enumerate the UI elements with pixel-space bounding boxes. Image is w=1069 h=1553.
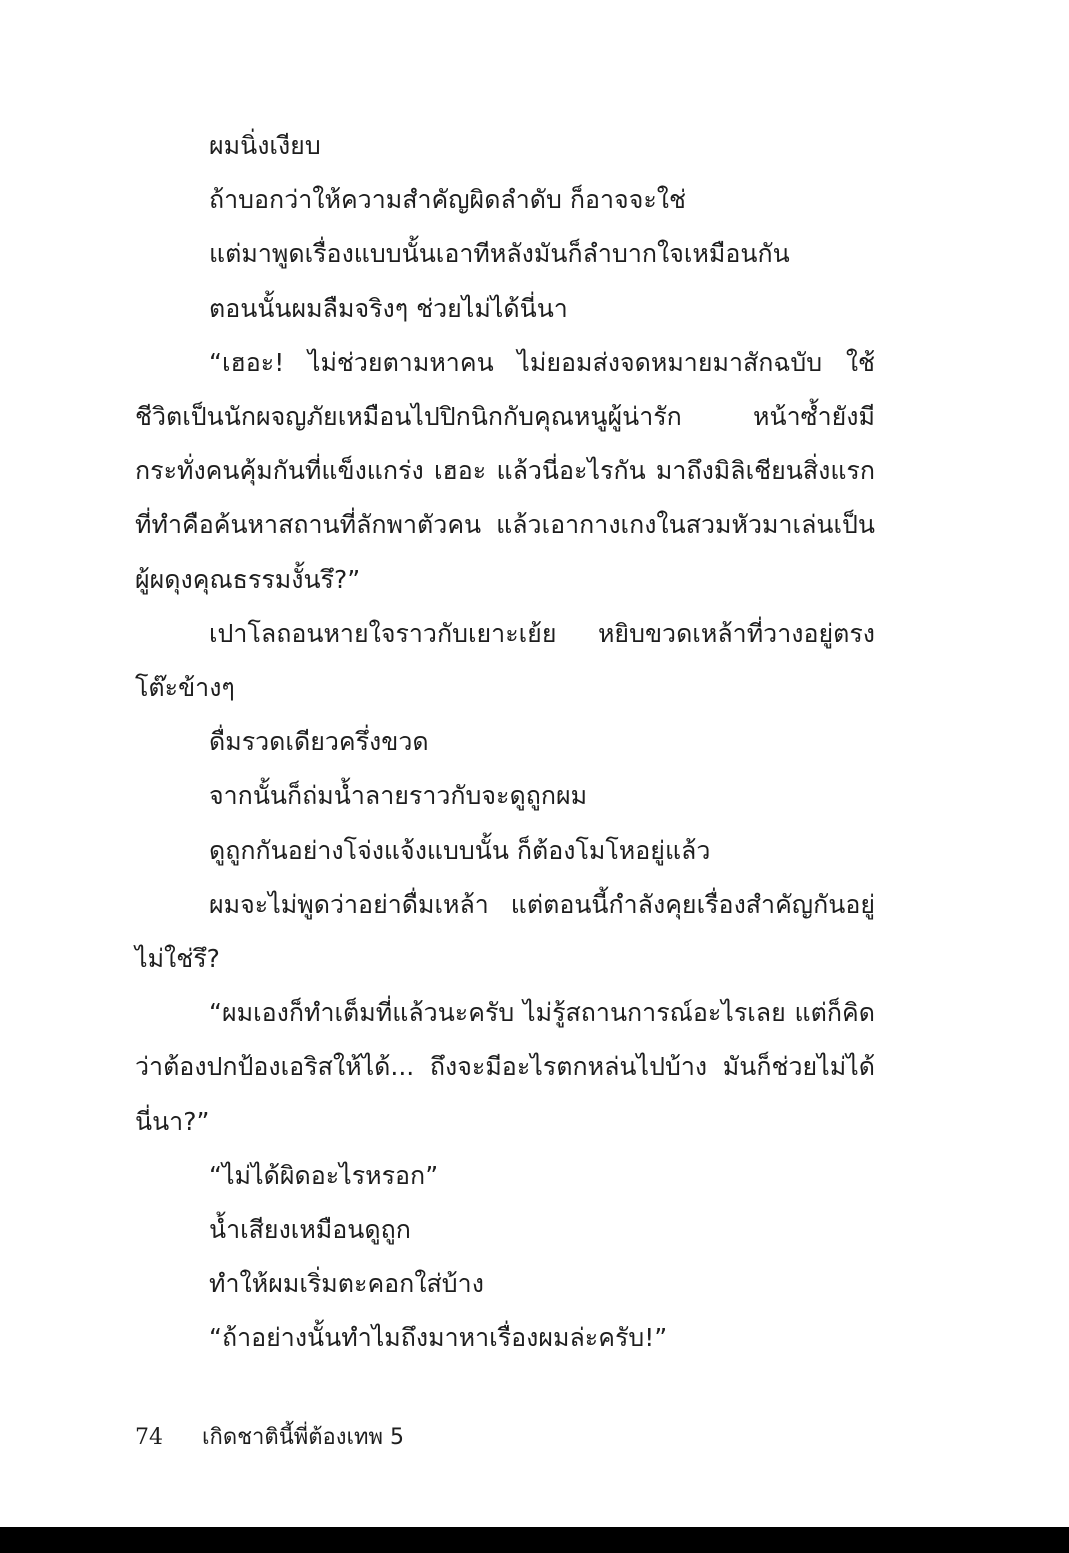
paragraph: ถ้าบอกว่าให้ความสำคัญผิดลำดับ ก็อาจจะใช่ — [209, 185, 686, 215]
paragraph: “ผมเองก็ทำเต็มที่แล้วนะครับ ไม่รู้สถานการณ์อะไรเลย แต่ก็คิดว่าต้องปกป้องเอริสให้ได้... ถึงจะมีอะไรตกหล่นไปบ้าง มันก็ช่วยไม่ได้นี่นา?” — [135, 998, 875, 1136]
page-footer — [135, 1423, 404, 1453]
bottom-border — [0, 1527, 1069, 1553]
paragraph: ผมนิ่งเงียบ — [209, 131, 321, 160]
paragraph: น้ำเสียงเหมือนดูถูก — [209, 1215, 411, 1245]
paragraph: ทำให้ผมเริ่มตะคอกใส่บ้าง — [209, 1269, 484, 1299]
paragraph: ดื่มรวดเดียวครึ่งขวด — [209, 727, 429, 757]
paragraph: แต่มาพูดเรื่องแบบนั้นเอาทีหลังมันก็ลำบากใจเหมือนกัน — [209, 239, 790, 269]
paragraph: เปาโลถอนหายใจราวกับเยาะเย้ย หยิบขวดเหล้าที่วางอยู่ตรงโต๊ะข้างๆ — [135, 618, 875, 703]
paragraph: ตอนนั้นผมลืมจริงๆ ช่วยไม่ได้นี่นา — [209, 293, 568, 323]
paragraph: “ถ้าอย่างนั้นทำไมถึงมาหาเรื่องผมล่ะครับ!” — [209, 1323, 668, 1353]
paragraph: “ไม่ได้ผิดอะไรหรอก” — [209, 1160, 439, 1190]
paragraph: จากนั้นก็ถ่มน้ำลายราวกับจะดูถูกผม — [209, 781, 588, 811]
paragraph: “เฮอะ! ไม่ช่วยตามหาคน ไม่ยอมส่งจดหมายมาสักฉบับ ใช้ชีวิตเป็นนักผจญภัยเหมือนไปปิกนิกกับคุณหนูผู้น่ารัก หน้าซ้ำยังมีกระทั่งคนคุ้มกันที่แข็งแกร่ง เฮอะ แล้วนี่อะไรกัน มาถึงมิลิเชียนสิ่งแรกที่ทำคือค้นหาสถานที่ลักพาตัวคน แล้วเอากางเกงในสวมหัวมาเล่นเป็นผู้ผดุงคุณธรรมงั้นรึ?” — [135, 347, 875, 594]
paragraph: ดูถูกกันอย่างโจ่งแจ้งแบบนั้น ก็ต้องโมโหอยู่แล้ว — [209, 835, 711, 865]
paragraph: ผมจะไม่พูดว่าอย่าดื่มเหล้า แต่ตอนนี้กำลังคุยเรื่องสำคัญกันอยู่ไม่ใช่รึ? — [135, 889, 875, 974]
page-body — [135, 119, 875, 1366]
book-title: เกิดชาตินี้พี่ต้องเทพ 5 — [202, 1425, 404, 1450]
page-number: 74 — [135, 1425, 163, 1450]
